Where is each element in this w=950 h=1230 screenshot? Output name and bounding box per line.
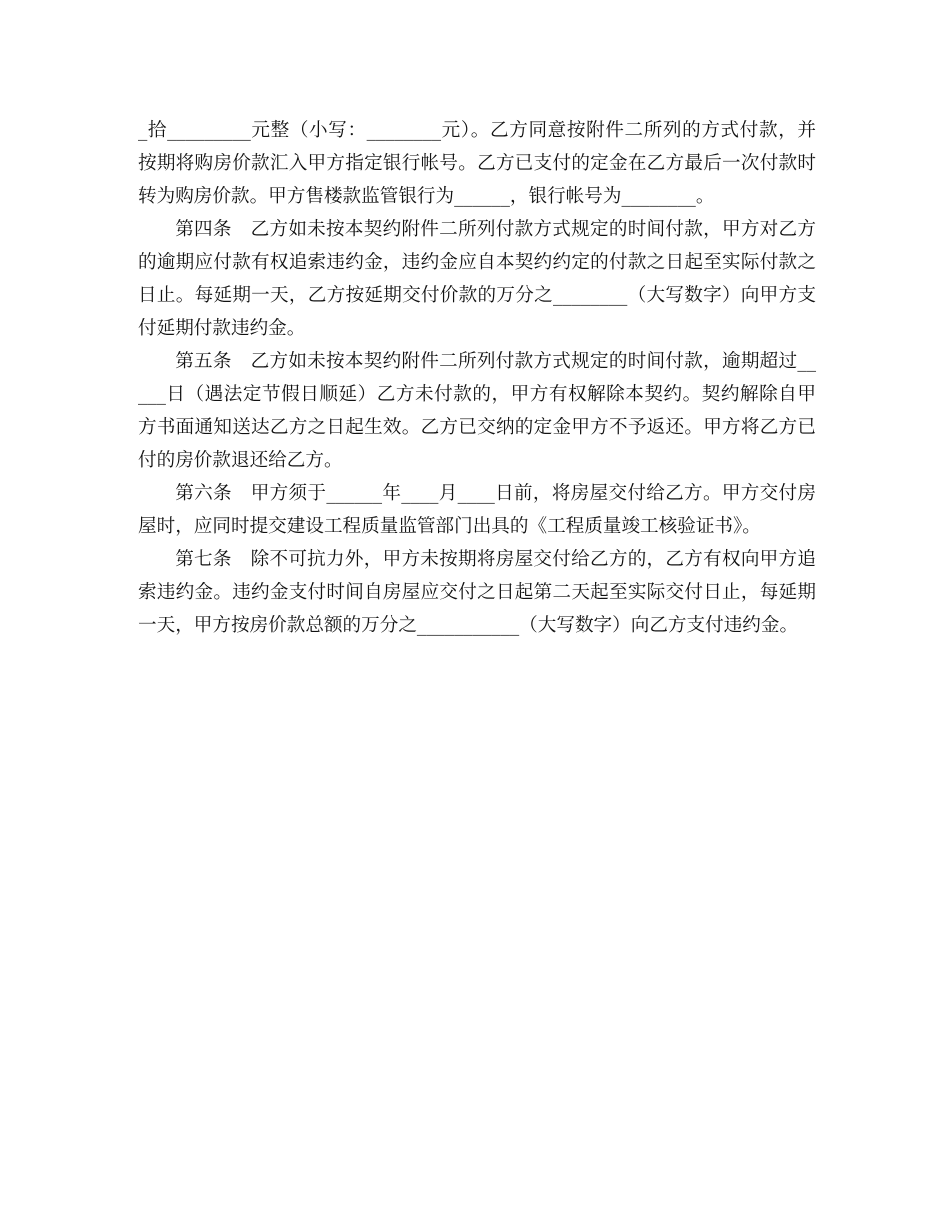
- article-7-paragraph: 第七条 除不可抗力外，甲方未按期将房屋交付给乙方的，乙方有权向甲方追索违约金。违约金支付时间自房屋应交付之日起第二天起至实际交付日止，每延期一天，甲方按房价款总额的万分之___________（大写数字）向乙方支付违约金。: [138, 549, 816, 636]
- payment-continuation-paragraph: _拾_________元整（小写：________元）。乙方同意按附件二所列的方式付款，并按期将购房价款汇入甲方指定银行帐号。乙方已支付的定金在乙方最后一次付款时转为购房价款。甲方售楼款监管银行为______，银行帐号为________。: [138, 120, 816, 207]
- article-4-paragraph: 第四条 乙方如未按本契约附件二所列付款方式规定的时间付款，甲方对乙方的逾期应付款有权追索违约金，违约金应自本契约约定的付款之日起至实际付款之日止。每延期一天，乙方按延期交付价款的万分之________（大写数字）向甲方支付延期付款违约金。: [138, 219, 816, 339]
- article-6-paragraph: 第六条 甲方须于______年____月____日前，将房屋交付给乙方。甲方交付房屋时，应同时提交建设工程质量监管部门出具的《工程质量竣工核验证书》。: [138, 483, 816, 537]
- contract-body: [138, 114, 816, 642]
- article-5-paragraph: 第五条 乙方如未按本契约附件二所列付款方式规定的时间付款，逾期超过_____日（遇法定节假日顺延）乙方未付款的，甲方有权解除本契约。契约解除自甲方书面通知送达乙方之日起生效。乙方已交纳的定金甲方不予返还。甲方将乙方已付的房价款退还给乙方。: [138, 351, 816, 471]
